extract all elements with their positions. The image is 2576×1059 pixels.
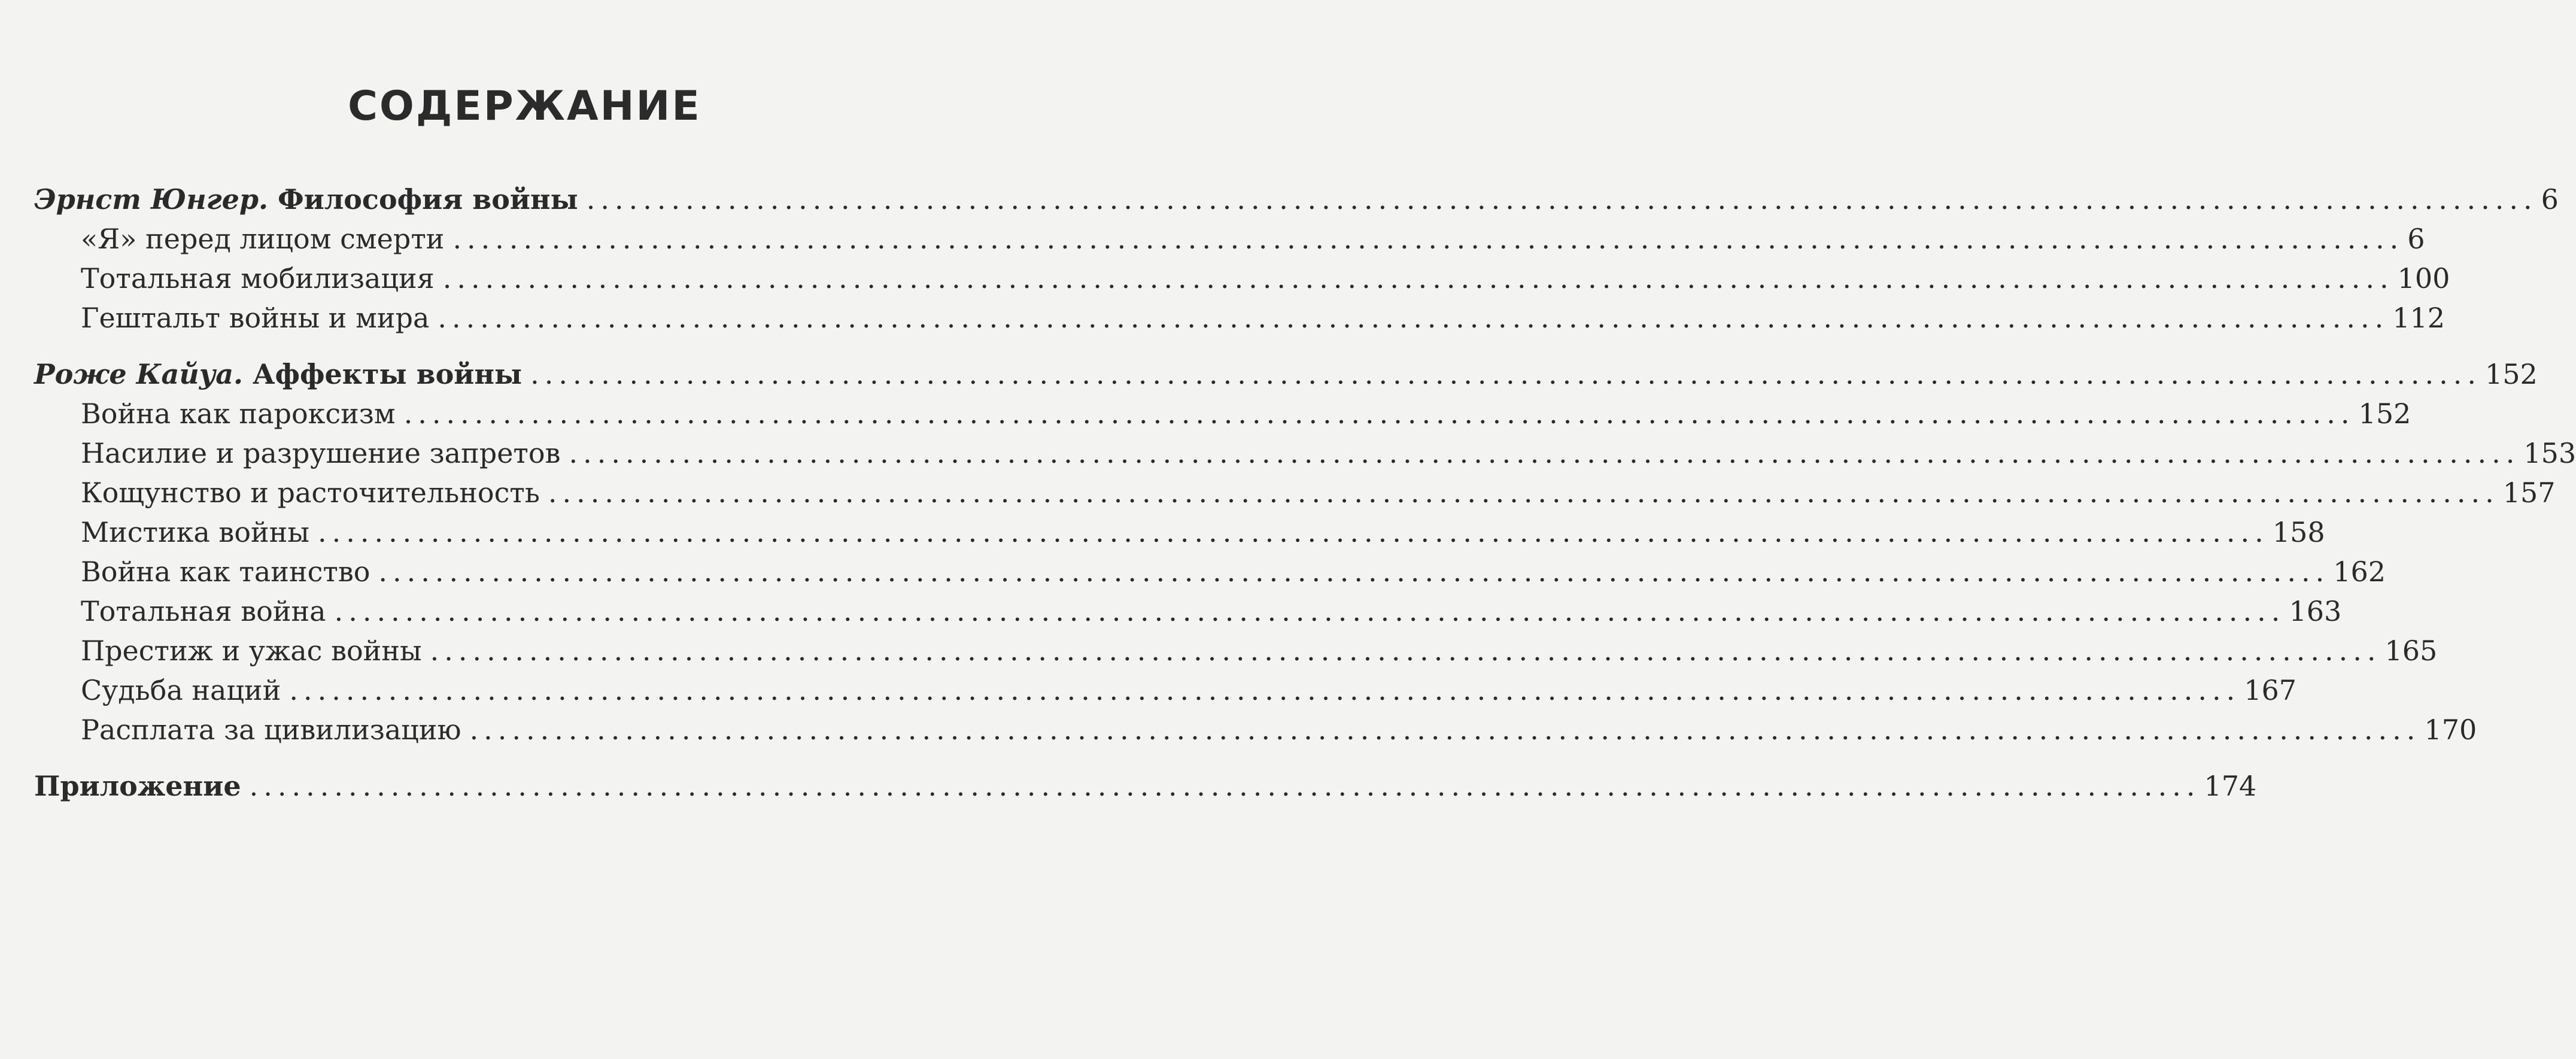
- toc-entry: [81, 512, 2325, 552]
- dot-leader: ..........................................................................................................................................: [586, 183, 2538, 216]
- toc-page-number: 152: [2485, 358, 2538, 390]
- dot-leader: ..........................................................................................................................................: [530, 358, 2482, 390]
- toc-entry-title: Война как пароксизм: [81, 397, 396, 430]
- toc-part-title: Философия войны: [268, 183, 578, 216]
- dot-leader: ..........................................................................................................................................: [469, 714, 2421, 746]
- dot-leader: ..........................................................................................................................................: [334, 595, 2286, 627]
- toc-entry-label: [34, 180, 578, 219]
- dot-leader: ..........................................................................................................................................: [249, 770, 2201, 802]
- dot-leader: ..........................................................................................................................................: [569, 437, 2520, 469]
- toc-entry: [81, 259, 2450, 298]
- toc-entry: [81, 631, 2438, 670]
- dot-leader: ..........................................................................................................................................: [403, 397, 2355, 430]
- toc-entry-caillois-part: [34, 354, 2538, 394]
- toc-entry-title: Насилие и разрушение запретов: [81, 437, 561, 469]
- toc-page-number: 112: [2392, 302, 2446, 334]
- toc-entry: [81, 219, 2425, 259]
- toc-entry-title: Кощунство и расточительность: [81, 477, 540, 509]
- dot-leader: ..........................................................................................................................................: [442, 262, 2394, 295]
- toc-entry-title: Престиж и ужас войны: [81, 635, 422, 667]
- dot-leader: ..........................................................................................................................................: [430, 635, 2381, 667]
- toc-entry: [81, 552, 2386, 591]
- toc-entry: [81, 298, 2446, 338]
- toc-entry-title: Гештальт войны и мира: [81, 302, 430, 334]
- toc-page-number: 158: [2272, 516, 2325, 548]
- toc-page-number: 162: [2333, 556, 2386, 588]
- dot-leader: ..........................................................................................................................................: [378, 556, 2330, 588]
- toc-page-number: 153: [2523, 437, 2576, 469]
- toc-page-number: 6: [2541, 183, 2559, 216]
- toc-entry-junger-part: [34, 180, 2559, 219]
- toc-entry-title: Тотальная мобилизация: [81, 262, 435, 295]
- toc-page-number: 170: [2424, 714, 2477, 746]
- toc-entry: [81, 394, 2411, 433]
- toc-page-number: 157: [2502, 477, 2556, 509]
- toc-entry: [81, 433, 2576, 473]
- toc-page-number: 174: [2204, 770, 2257, 802]
- toc-author: Эрнст Юнгер.: [34, 183, 269, 216]
- toc-entry-title: Расплата за цивилизацию: [81, 714, 461, 746]
- toc-page-number: 100: [2397, 262, 2450, 295]
- toc-page-number: 163: [2289, 595, 2342, 627]
- toc-entry-title: Тотальная война: [81, 595, 326, 627]
- toc-entry: [81, 670, 2297, 710]
- toc-entry-title: Судьба наций: [81, 674, 281, 706]
- toc-entry: [81, 710, 2477, 750]
- toc-entry-title: Война как таинство: [81, 556, 370, 588]
- toc-entry-title: Приложение: [34, 770, 241, 802]
- dot-leader: ..........................................................................................................................................: [317, 516, 2269, 548]
- toc-part-title: Аффекты войны: [243, 358, 523, 390]
- toc-author: Роже Кайуа.: [34, 358, 244, 390]
- toc-page-number: 165: [2384, 635, 2438, 667]
- toc-entry-title: «Я» перед лицом смерти: [81, 223, 445, 255]
- toc-entry-title: Мистика войны: [81, 516, 309, 548]
- toc-entry: [81, 591, 2342, 631]
- dot-leader: ..........................................................................................................................................: [289, 674, 2241, 706]
- dot-leader: ..........................................................................................................................................: [438, 302, 2389, 334]
- page-title: СОДЕРЖАНИЕ: [348, 83, 701, 130]
- dot-leader: ..........................................................................................................................................: [548, 477, 2499, 509]
- toc-entry-label: [34, 354, 522, 394]
- toc-entry-appendix: [34, 766, 2257, 806]
- toc-page-number: 167: [2244, 674, 2297, 706]
- toc-page-number: 6: [2407, 223, 2425, 255]
- toc-entry: [81, 473, 2556, 512]
- dot-leader: ..........................................................................................................................................: [452, 223, 2404, 255]
- toc-page-number: 152: [2358, 397, 2411, 430]
